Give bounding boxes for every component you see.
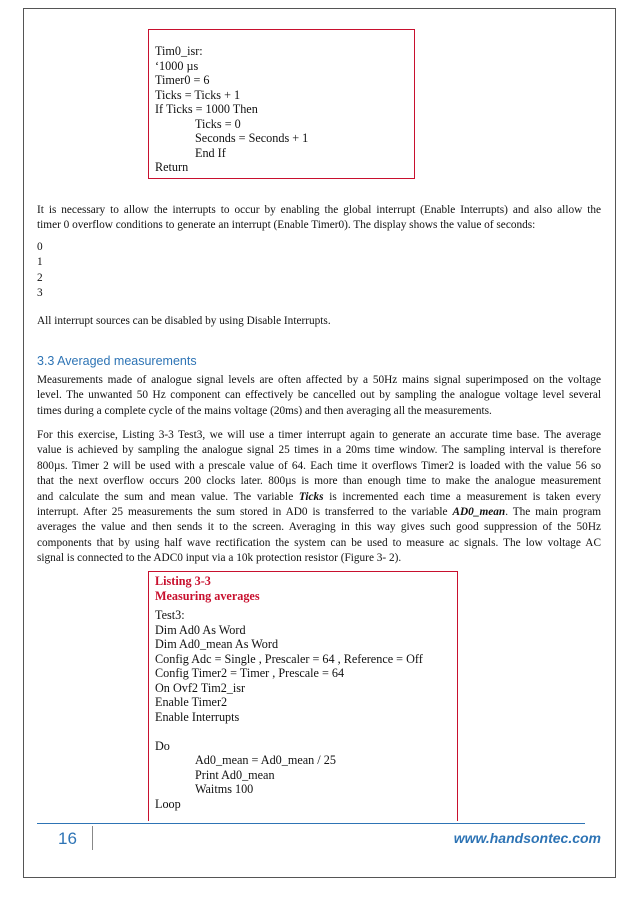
code-line: On Ovf2 Tim2_isr xyxy=(155,680,246,695)
code-line: End If xyxy=(195,145,226,160)
footer-rule xyxy=(37,823,585,824)
code-line: Ad0_mean = Ad0_mean / 25 xyxy=(195,753,336,767)
text-line: value is achieved by sampling the analogue signal 25 times in a 20ms time window. The sampling interval is therefore xyxy=(37,444,601,457)
code-line: Ticks = 0 xyxy=(195,116,241,131)
code-line: Enable Timer2 xyxy=(155,695,228,709)
seconds-list xyxy=(37,240,43,302)
code-line: Tim0_isr: xyxy=(155,44,203,58)
text-segment: is incremented each time a measurement is taken every xyxy=(323,490,602,503)
text-line: All interrupt sources can be disabled by using Disable Interrupts. xyxy=(37,315,331,327)
page-number: 16 xyxy=(58,829,77,848)
text-line: signal is connected to the ADC0 input via a 10k protection resistor (Figure 3- 2). xyxy=(37,552,402,565)
paragraph-interrupts xyxy=(37,203,601,234)
code-line: Do xyxy=(155,738,170,753)
variable-name: AD0_mean xyxy=(452,506,506,519)
seconds-value: 3 xyxy=(37,287,43,300)
code-line: ‘1000 µs xyxy=(155,58,199,73)
code-line: Dim Ad0_mean As Word xyxy=(155,637,279,651)
code-line: Waitms 100 xyxy=(195,782,254,796)
text-line: components that by using half wave rectification the system can be used to measure ac signals. The low voltage AC xyxy=(37,536,601,549)
listing-title: Measuring averages xyxy=(155,588,260,603)
text-segment: and calculate the sum and mean value. The variable xyxy=(37,490,299,503)
paragraph-disable xyxy=(37,314,601,329)
text-line: level. The unwanted 50 Hz component can effectively be cancelled out by sampling the analogue voltage level several xyxy=(37,389,601,402)
text-line: averages the value and then sends it to the screen. Averaging in this way gives such good suppression of the 50Hz xyxy=(37,521,601,534)
text-line xyxy=(37,505,601,520)
page-number-divider xyxy=(92,826,93,850)
website-link[interactable]: www.handsontec.com xyxy=(453,830,601,846)
code-line: Loop xyxy=(155,796,181,811)
listing-box xyxy=(148,571,458,821)
text-line: For this exercise, Listing 3-3 Test3, we will use a timer interrupt again to generate an accurate time base. The average xyxy=(37,429,601,441)
code-line: If Ticks = 1000 Then xyxy=(155,102,258,116)
text-line: times during a complete cycle of the mains voltage (20ms) and then averaging all the measurements. xyxy=(37,404,492,417)
code-line: Dim Ad0 As Word xyxy=(155,622,246,637)
listing-number: Listing 3-3 xyxy=(155,574,211,588)
code-box-tim0-isr xyxy=(148,29,415,179)
section-heading: 3.3 Averaged measurements xyxy=(37,354,197,368)
code-line: Enable Interrupts xyxy=(155,709,240,724)
code-line: Return xyxy=(155,160,189,174)
code-line: Test3: xyxy=(155,608,185,622)
text-line xyxy=(37,490,601,505)
text-line: 800µs. Timer 2 will be used with a prescale value of 64. Each time it overflows Timer2 is loaded with the value 56 so xyxy=(37,459,601,472)
seconds-value: 2 xyxy=(37,271,43,284)
paragraph-exercise xyxy=(37,428,601,567)
seconds-value: 1 xyxy=(37,256,43,269)
code-line: Seconds = Seconds + 1 xyxy=(195,131,309,145)
code-line: Config Timer2 = Timer , Prescale = 64 xyxy=(155,666,345,680)
code-line: Timer0 = 6 xyxy=(155,73,210,87)
code-line: Print Ad0_mean xyxy=(195,767,275,782)
text-line: Measurements made of analogue signal levels are often affected by a 50Hz mains signal superimposed on the voltage xyxy=(37,374,601,386)
text-line: that the next overflow occurs 200 clocks later. 800µs is more than enough time to make the analogue measurement xyxy=(37,475,601,488)
code-line: Ticks = Ticks + 1 xyxy=(155,87,241,102)
text-line: timer 0 overflow conditions to generate an interrupt (Enable Timer0). The display shows the value of seconds: xyxy=(37,219,536,232)
variable-name: Ticks xyxy=(298,490,324,503)
paragraph-measurements xyxy=(37,373,601,419)
seconds-value: 0 xyxy=(37,241,43,253)
text-segment: . The main program xyxy=(505,506,602,519)
text-line: It is necessary to allow the interrupts to occur by enabling the global interrupt (Enable Interrupts) and also allow the xyxy=(37,204,601,216)
text-segment: interrupt. After 25 measurements the sum stored in AD0 is transferred to the variable xyxy=(37,506,453,519)
code-line: Config Adc = Single , Prescaler = 64 , Reference = Off xyxy=(155,651,423,666)
code-line xyxy=(155,724,457,739)
